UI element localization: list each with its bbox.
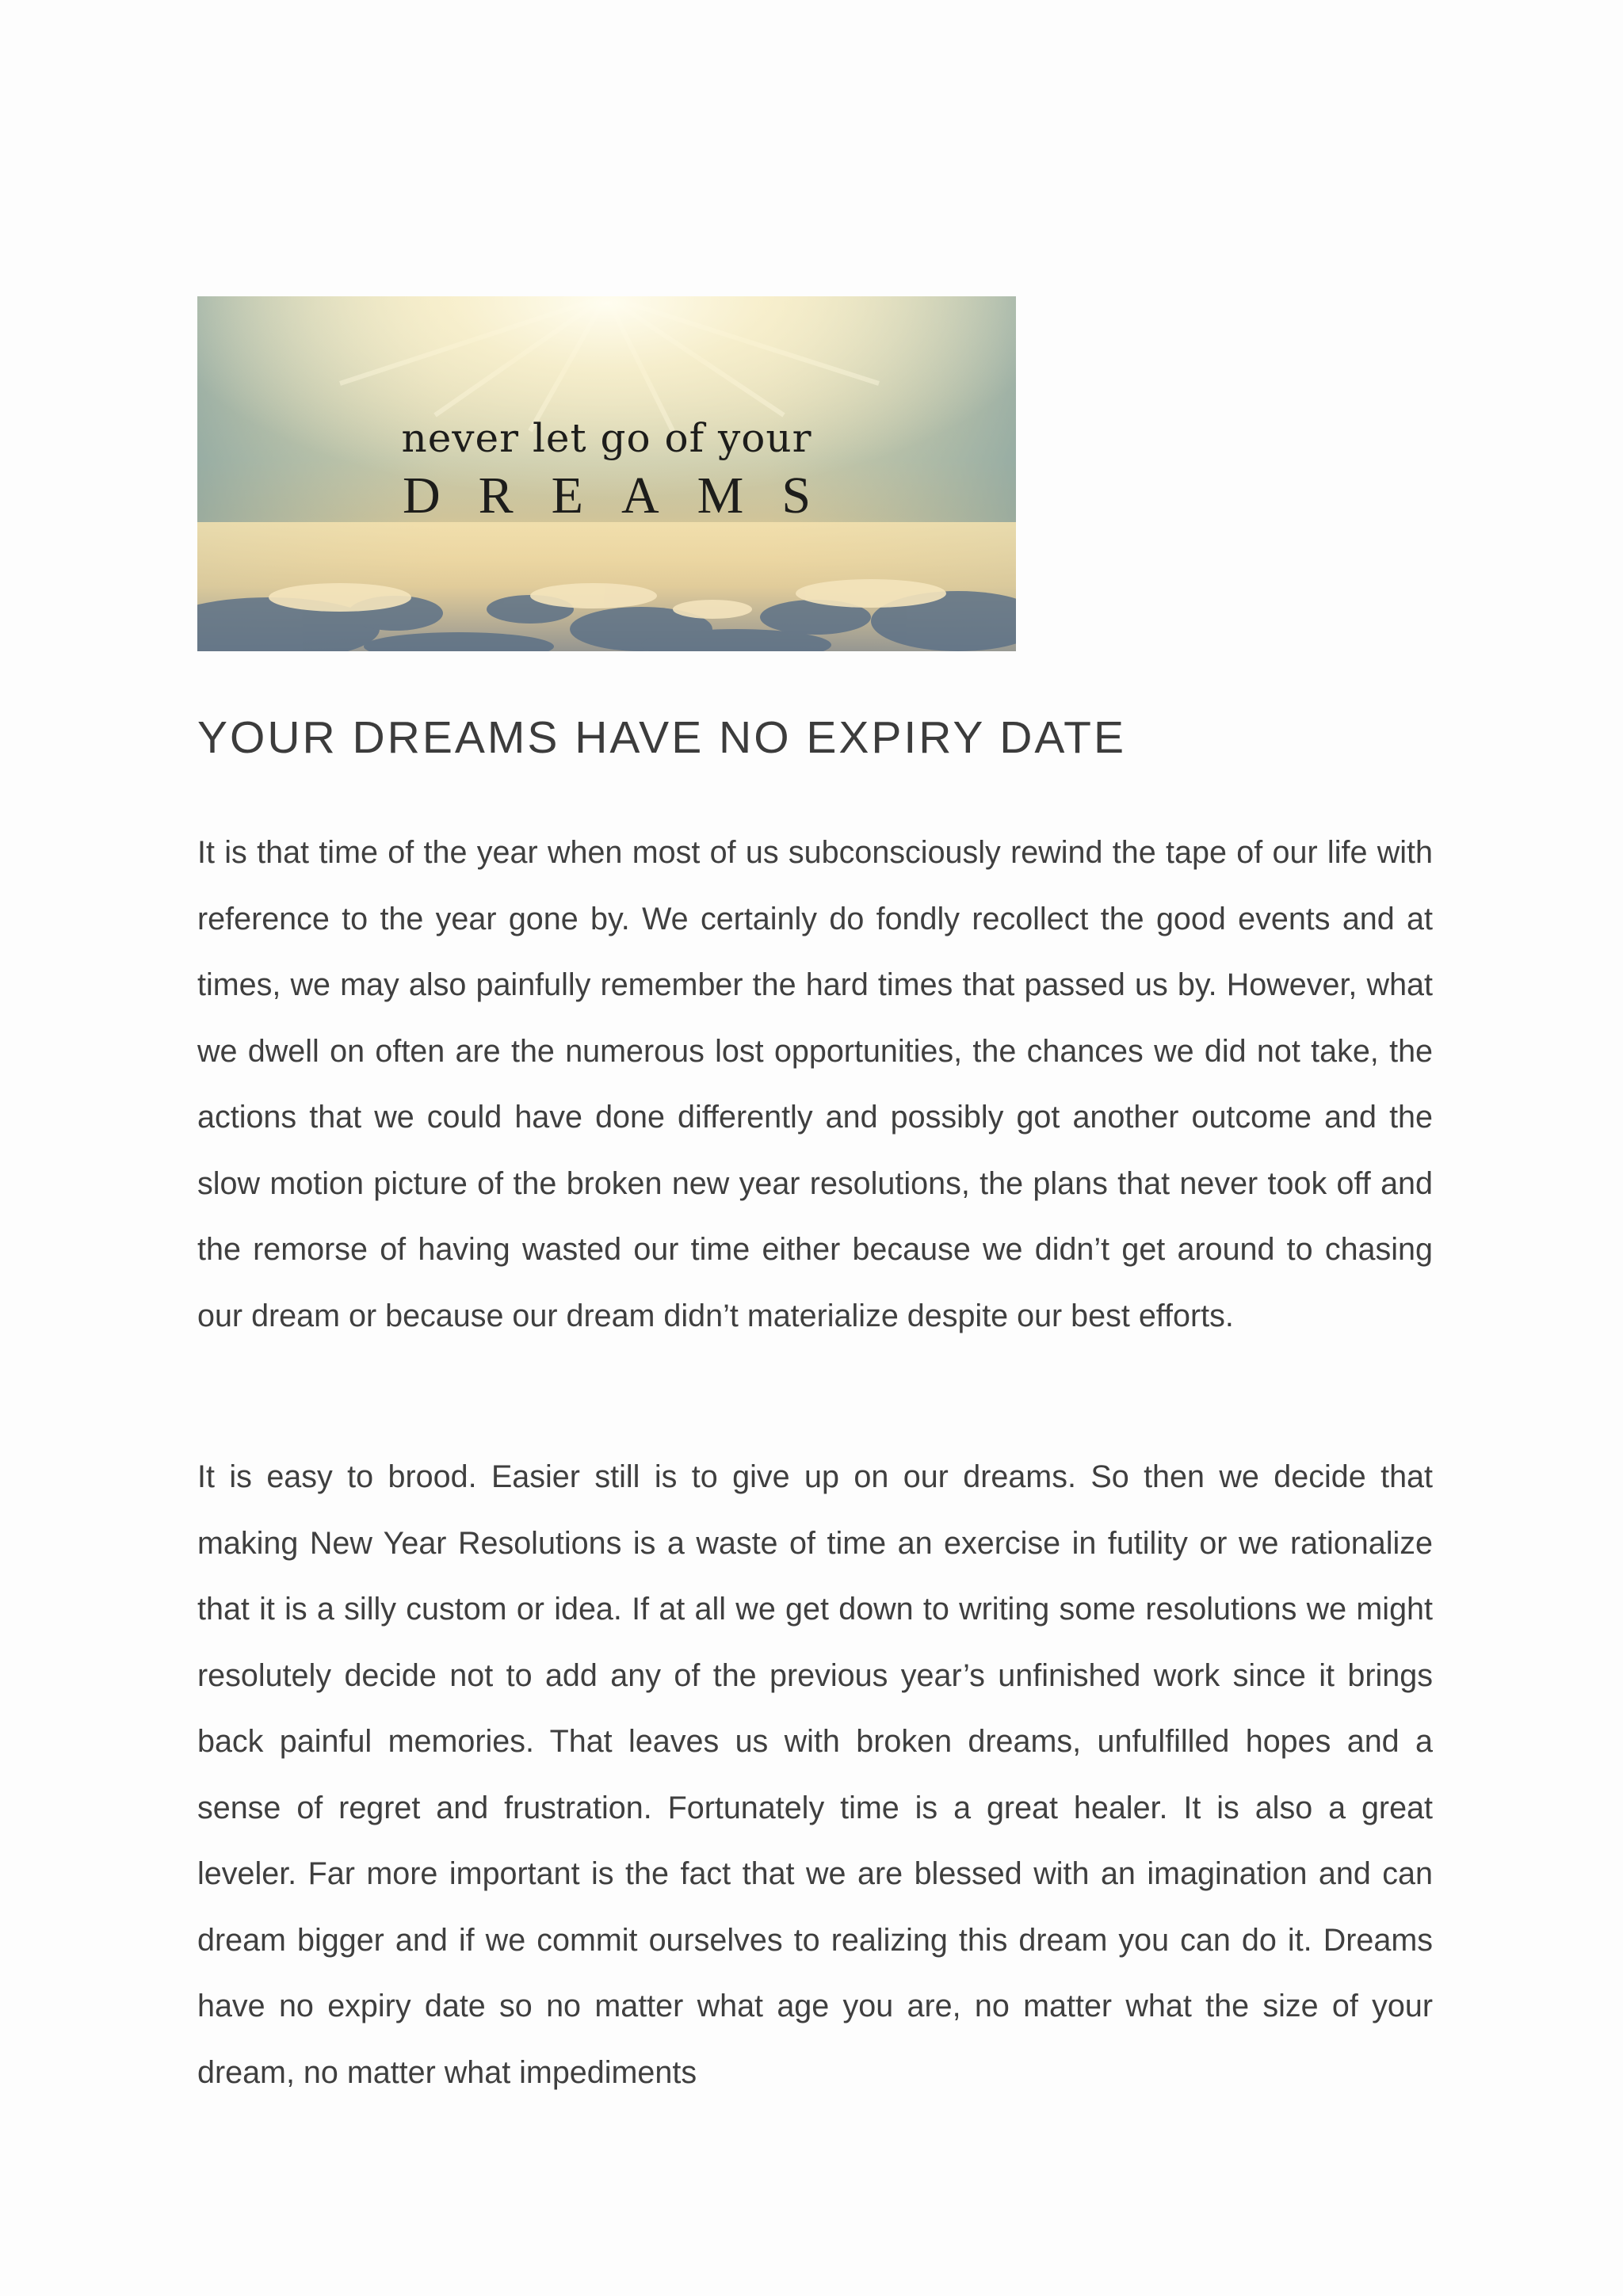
dreams-banner-image [197,296,1016,651]
article-title: YOUR DREAMS HAVE NO EXPIRY DATE [197,712,1127,763]
banner-caption-line2: DREAMS [402,467,850,524]
article-paragraph-2: It is easy to brood. Easier still is to give up on our dreams. So then we decide that making New Year Resolutions is a waste of time an exercise in futility or we rationalize that it is a silly custom or idea. If at all we get down to writing some resolutions we might resolutely decide not to add any of the previous year’s unfinished work since it brings back painful memories. That leaves us with broken dreams, unfulfilled hopes and a sense of regret and frustration. Fortunately time is a great healer. It is also a great leveler. Far more important is the fact that we are blessed with an imagination and can dream bigger and if we commit ourselves to realizing this dream you can do it. Dreams have no expiry date so no matter what age you are, no matter what the size of your dream, no matter what impediments [197,1459,1433,2090]
banner-caption-line1: never let go of your [401,415,812,461]
article-paragraph-1: It is that time of the year when most of us subconsciously rewind the tape of our life with reference to the year gone by. We certainly do fondly recollect the good events and at times, we may also painfully remember the hard times that passed us by. However, what we dwell on often are the numerous lost opportunities, the chances we did not take, the actions that we could have done differently and possibly got another outcome and the slow motion picture of the broken new year resolutions, the plans that never took off and the remorse of having wasted our time either because we didn’t get around to chasing our dream or because our dream didn’t materialize despite our best efforts. [197,835,1433,1333]
